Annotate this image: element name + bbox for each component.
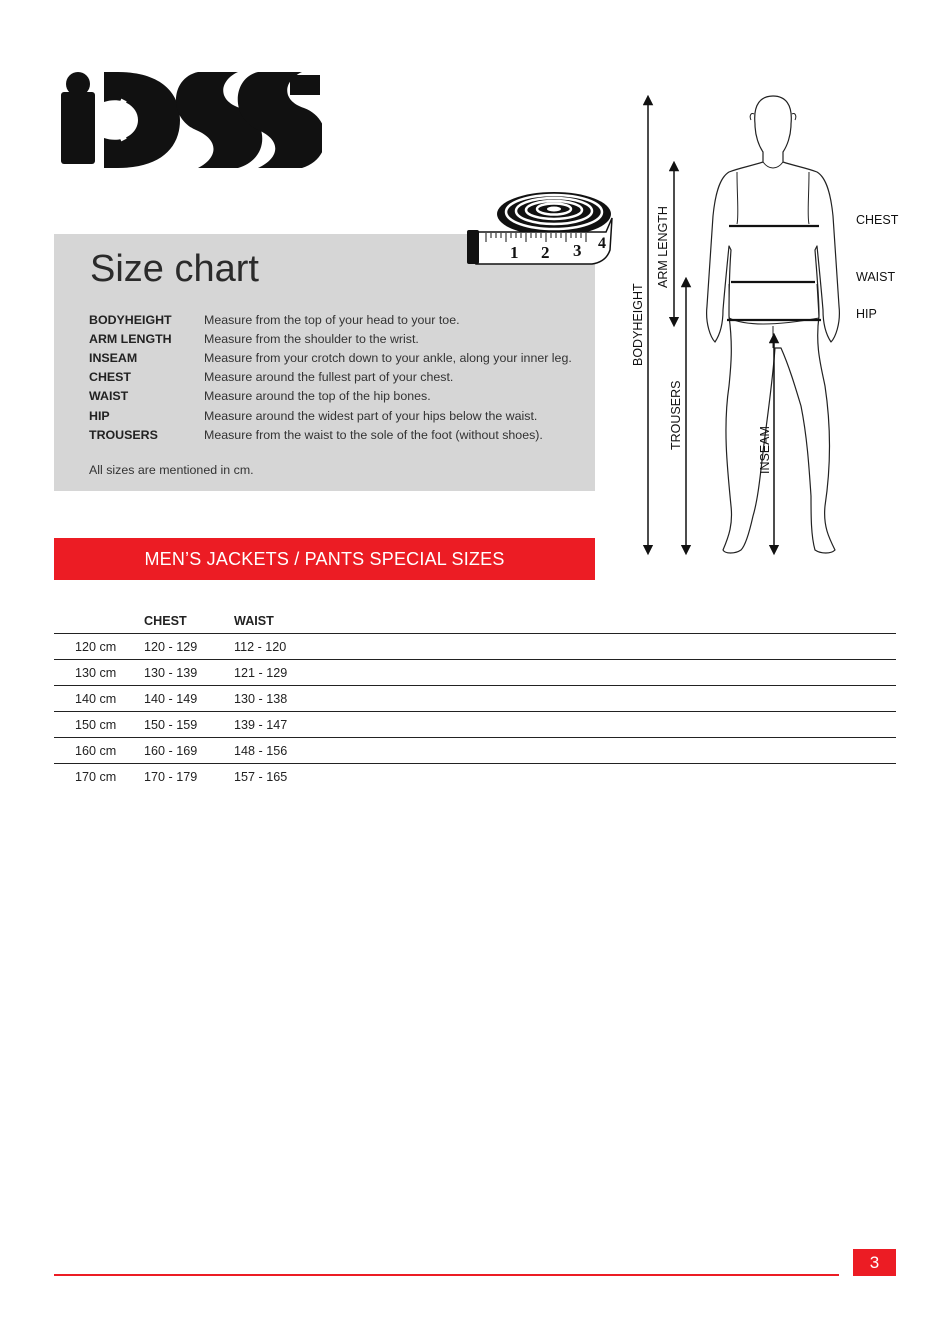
table-row: [54, 764, 896, 790]
table-cell: 120 cm: [54, 634, 144, 660]
table-header-row: [54, 608, 896, 634]
definition-term: ARM LENGTH: [89, 331, 172, 346]
table-cell: 130 cm: [54, 660, 144, 686]
measuring-tape-graphic: [466, 190, 616, 268]
table-cell: 130 - 138: [234, 686, 896, 712]
tape-number: 1: [510, 243, 519, 262]
table-cell: 120 - 129: [144, 634, 234, 660]
table-cell: 140 - 149: [144, 686, 234, 712]
measuring-tape-icon: [466, 190, 616, 268]
definition-term: HIP: [89, 408, 110, 423]
table-cell: 160 cm: [54, 738, 144, 764]
definition-term: TROUSERS: [89, 427, 158, 442]
definition-row: [89, 387, 589, 406]
definition-description: Measure from the shoulder to the wrist.: [204, 331, 419, 346]
column-header: WAIST: [234, 608, 896, 634]
table-cell: 150 - 159: [144, 712, 234, 738]
table-cell: 140 cm: [54, 686, 144, 712]
human-body-outline: [707, 96, 840, 553]
definition-description: Measure around the widest part of your hips below the waist.: [204, 408, 538, 423]
definition-term: CHEST: [89, 370, 131, 385]
table-cell: 112 - 120: [234, 634, 896, 660]
page-number: 3: [853, 1249, 896, 1276]
footer-divider: [54, 1274, 839, 1276]
section-banner: MEN’S JACKETS / PANTS SPECIAL SIZES: [54, 538, 595, 580]
ixs-logo-graphic: [58, 70, 322, 170]
size-chart-title: Size chart: [90, 248, 259, 290]
definition-description: Measure around the top of the hip bones.: [204, 389, 431, 404]
brand-logo: [58, 70, 322, 170]
size-chart-panel: [54, 234, 595, 491]
waist-label: WAIST: [856, 270, 896, 284]
definition-row: [89, 329, 589, 348]
measurement-definitions: [89, 310, 589, 444]
inseam-label: INSEAM: [758, 426, 772, 474]
tape-number: 4: [598, 235, 606, 252]
definition-row: [89, 348, 589, 367]
definition-row: [89, 310, 589, 329]
definition-description: Measure from the waist to the sole of the foot (without shoes).: [204, 427, 543, 442]
body-measurement-figure: [625, 86, 910, 566]
hip-label: HIP: [856, 307, 877, 321]
definition-row: [89, 368, 589, 387]
column-header: [54, 608, 144, 634]
table-row: [54, 634, 896, 660]
table-row: [54, 660, 896, 686]
tape-number: 3: [573, 241, 582, 260]
column-header: CHEST: [144, 608, 234, 634]
definition-row: [89, 425, 589, 444]
definition-term: INSEAM: [89, 350, 138, 365]
arm-length-label: ARM LENGTH: [656, 206, 670, 288]
definition-term: WAIST: [89, 389, 129, 404]
table-cell: 170 - 179: [144, 769, 198, 784]
special-sizes-table: [54, 608, 896, 789]
trousers-label: TROUSERS: [669, 380, 683, 450]
table-cell: 130 - 139: [144, 660, 234, 686]
table-cell: 170 cm: [75, 769, 117, 784]
body-figure-graphic: [625, 86, 910, 566]
table-cell: 157 - 165: [234, 769, 288, 784]
table-row: [54, 738, 896, 764]
tape-number: 2: [541, 243, 550, 262]
bodyheight-label: BODYHEIGHT: [631, 283, 645, 366]
definition-row: [89, 406, 589, 425]
chest-label: CHEST: [856, 213, 899, 227]
units-note: All sizes are mentioned in cm.: [89, 463, 254, 477]
table-row: [54, 712, 896, 738]
table-cell: 160 - 169: [144, 738, 234, 764]
table-cell: 121 - 129: [234, 660, 896, 686]
table-cell: 150 cm: [54, 712, 144, 738]
table-cell: 148 - 156: [234, 738, 896, 764]
table-row: [54, 686, 896, 712]
definition-description: Measure from the top of your head to your toe.: [204, 312, 460, 327]
table-cell: 139 - 147: [234, 712, 896, 738]
definition-term: BODYHEIGHT: [89, 312, 172, 327]
definition-description: Measure around the fullest part of your chest.: [204, 370, 454, 385]
definition-description: Measure from your crotch down to your ankle, along your inner leg.: [204, 350, 572, 365]
